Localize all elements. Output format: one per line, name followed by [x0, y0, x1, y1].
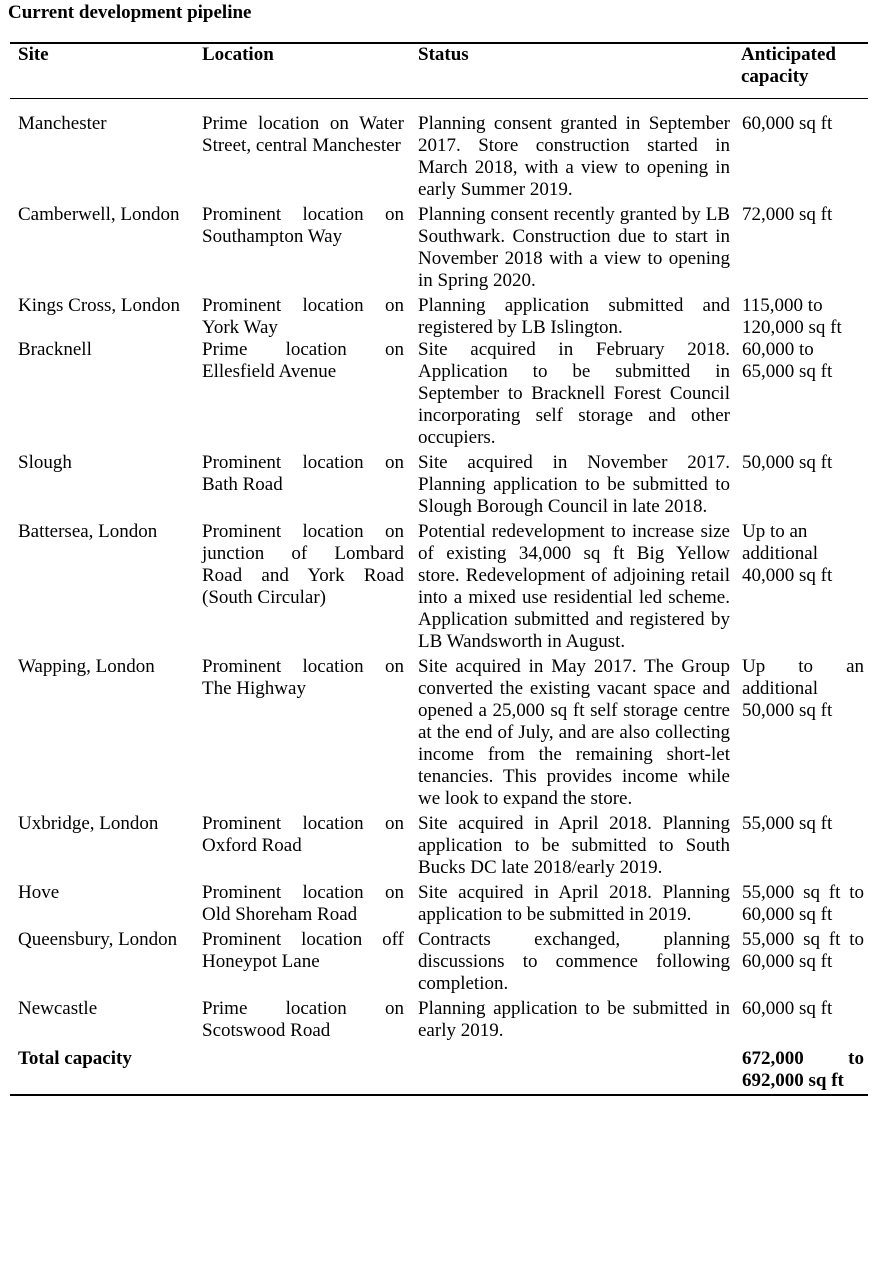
- table-row: [10, 295, 868, 339]
- location-cell: Prominent location on Old Shoreham Road: [202, 882, 404, 925]
- table-row: [10, 204, 868, 295]
- status-cell: Site acquired in May 2017. The Group converted the existing vacant space and opened a 25,000 sq ft self storage centre at the end of July, and are also collecting income from the remaining short-let tenancies. This provides income while we look to expand the store.: [418, 656, 730, 809]
- status-cell: Site acquired in November 2017. Planning application to be submitted to Slough Borough Council in late 2018.: [418, 452, 730, 517]
- status-cell: Site acquired in April 2018. Planning application to be submitted in 2019.: [418, 882, 730, 925]
- status-cell: Site acquired in April 2018. Planning application to be submitted to South Bucks DC late 2018/early 2019.: [418, 813, 730, 878]
- location-cell: Prominent location on York Way: [202, 295, 404, 338]
- capacity-cell: 60,000 sq ft: [742, 113, 833, 134]
- total-capacity: 672,000 to 692,000 sq ft: [734, 1045, 868, 1095]
- capacity-cell: 55,000 sq ft to 60,000 sq ft: [742, 929, 864, 972]
- location-cell: Prime location on Ellesfield Avenue: [202, 339, 404, 382]
- header-status: Status: [410, 43, 734, 99]
- site-cell: Slough: [18, 452, 72, 473]
- table-row: [10, 813, 868, 882]
- location-cell: Prime location on Water Street, central Manchester: [202, 113, 404, 156]
- table-row: [10, 998, 868, 1045]
- site-cell: Hove: [18, 882, 60, 903]
- location-cell: Prominent location on Oxford Road: [202, 813, 404, 856]
- status-cell: Site acquired in February 2018. Application to be submitted in September to Bracknell Forest Council incorporating self storage and other occupiers.: [418, 339, 730, 448]
- header-capacity-line2: capacity: [741, 66, 809, 87]
- status-cell: Potential redevelopment to increase size of existing 34,000 sq ft Big Yellow store. Redevelopment of adjoining retail into a mixed use residential led scheme. Application submitted and registered by LB Wandsworth in August.: [418, 521, 730, 652]
- status-cell: Planning application to be submitted in early 2019.: [418, 998, 730, 1041]
- status-cell: Contracts exchanged, planning discussions to commence following completion.: [418, 929, 730, 994]
- development-pipeline-table: [10, 42, 868, 1096]
- table-row: [10, 99, 868, 205]
- capacity-cell: 55,000 sq ft to 60,000 sq ft: [742, 882, 864, 925]
- table-title: Current development pipeline: [8, 2, 252, 23]
- site-cell: Camberwell, London: [18, 204, 180, 225]
- capacity-cell: 60,000 sq ft: [742, 998, 833, 1019]
- total-status-empty: [410, 1045, 734, 1095]
- header-capacity: [734, 43, 868, 99]
- site-cell: Bracknell: [18, 339, 92, 360]
- header-location: Location: [194, 43, 410, 99]
- capacity-cell: 72,000 sq ft: [742, 204, 833, 225]
- site-cell: Uxbridge, London: [18, 813, 159, 834]
- table-row: [10, 521, 868, 656]
- status-cell: Planning consent granted in September 2017. Store construction started in March 2018, with a view to opening in early Summer 2019.: [418, 113, 730, 200]
- capacity-cell: 60,000 to 65,000 sq ft: [742, 339, 833, 382]
- capacity-cell: 50,000 sq ft: [742, 452, 833, 473]
- site-cell: Manchester: [18, 113, 107, 134]
- table-row: [10, 452, 868, 521]
- status-cell: Planning application submitted and registered by LB Islington.: [418, 295, 730, 338]
- header-site: Site: [10, 43, 194, 99]
- location-cell: Prominent location on The Highway: [202, 656, 404, 699]
- location-cell: Prime location on Scotswood Road: [202, 998, 404, 1041]
- table-row: [10, 656, 868, 813]
- location-cell: Prominent location off Honeypot Lane: [202, 929, 404, 972]
- table-row: [10, 339, 868, 452]
- site-cell: Battersea, London: [18, 521, 158, 542]
- header-row: [10, 43, 868, 99]
- capacity-cell: 55,000 sq ft: [742, 813, 833, 834]
- site-cell: Newcastle: [18, 998, 98, 1019]
- capacity-cell: 115,000 to 120,000 sq ft: [742, 295, 842, 338]
- total-label: Total capacity: [10, 1045, 194, 1095]
- header-capacity-line1: Anticipated: [741, 44, 836, 65]
- site-cell: Kings Cross, London: [18, 295, 181, 316]
- total-location-empty: [194, 1045, 410, 1095]
- status-cell: Planning consent recently granted by LB Southwark. Construction due to start in November 2018 with a view to opening in Spring 2020.: [418, 204, 730, 291]
- table-row: [10, 929, 868, 998]
- location-cell: Prominent location on Southampton Way: [202, 204, 404, 247]
- total-row: [10, 1045, 868, 1095]
- location-cell: Prominent location on junction of Lombard Road and York Road (South Circular): [202, 521, 404, 608]
- site-cell: Queensbury, London: [18, 929, 178, 950]
- capacity-cell: Up to an additional 50,000 sq ft: [742, 656, 864, 721]
- site-cell: Wapping, London: [18, 656, 155, 677]
- table-row: [10, 882, 868, 929]
- capacity-cell: Up to an additional 40,000 sq ft: [742, 521, 833, 586]
- location-cell: Prominent location on Bath Road: [202, 452, 404, 495]
